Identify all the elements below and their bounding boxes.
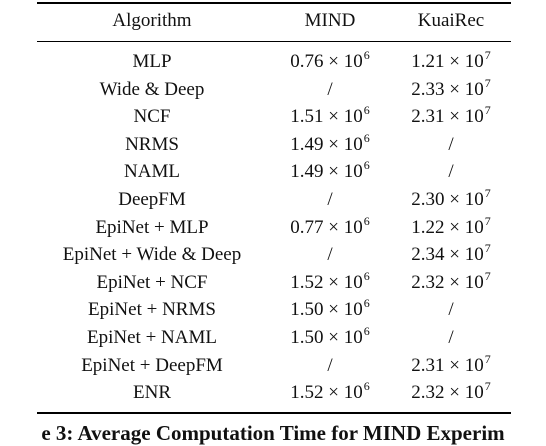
value-mantissa: / <box>448 161 454 182</box>
value-mantissa: 1.50 × 10 <box>290 327 363 348</box>
value-exponent: 7 <box>484 379 491 393</box>
table-cell-kuairec <box>396 77 506 103</box>
value-exponent: 7 <box>484 186 491 200</box>
value-mantissa: 2.32 × 10 <box>411 272 484 293</box>
table-cell-mind <box>266 325 394 351</box>
value-exponent: 7 <box>484 76 491 90</box>
table-cell-mind <box>266 270 394 296</box>
table-cell-algorithm: Wide & Deep <box>99 79 205 100</box>
value-exponent: 6 <box>363 296 370 310</box>
value-mantissa: 1.52 × 10 <box>290 272 363 293</box>
table-cell-kuairec <box>396 297 506 323</box>
table-cell-kuairec <box>396 104 506 130</box>
table-cell-mind <box>266 297 394 323</box>
value-mantissa: 0.77 × 10 <box>290 217 363 238</box>
header-algorithm: Algorithm <box>112 10 192 31</box>
value-exponent: 6 <box>363 48 370 62</box>
value-mantissa: / <box>327 79 333 100</box>
table-cell-kuairec <box>396 270 506 296</box>
value-mantissa: / <box>327 355 333 376</box>
table-cell-kuairec <box>396 242 506 268</box>
value-exponent: 7 <box>484 48 491 62</box>
value-exponent: 6 <box>363 324 370 338</box>
value-mantissa: 1.21 × 10 <box>411 51 484 72</box>
value-mantissa: 1.50 × 10 <box>290 299 363 320</box>
value-mantissa: / <box>448 134 454 155</box>
table-header-rule <box>37 41 511 42</box>
table-cell-algorithm: EpiNet + DeepFM <box>81 355 223 376</box>
table-cell-mind <box>266 242 394 268</box>
table-caption: e 3: Average Computation Time for MIND Experim <box>41 421 505 445</box>
table-bottom-rule <box>37 412 511 414</box>
table-cell-mind <box>266 353 394 379</box>
table-cell-mind <box>266 159 394 185</box>
value-exponent: 6 <box>363 379 370 393</box>
table-cell-mind <box>266 104 394 130</box>
table-cell-kuairec <box>396 159 506 185</box>
value-mantissa: 0.76 × 10 <box>290 51 363 72</box>
table-cell-algorithm: EpiNet + NCF <box>96 272 208 293</box>
table-cell-algorithm: EpiNet + NAML <box>87 327 217 348</box>
value-exponent: 6 <box>363 158 370 172</box>
header-kuairec: KuaiRec <box>417 10 485 31</box>
value-exponent: 6 <box>363 103 370 117</box>
value-mantissa: 2.31 × 10 <box>411 106 484 127</box>
value-exponent: 7 <box>484 214 491 228</box>
table-cell-mind <box>266 187 394 213</box>
value-exponent: 7 <box>484 269 491 283</box>
value-exponent: 6 <box>363 269 370 283</box>
value-mantissa: 2.30 × 10 <box>411 189 484 210</box>
table-cell-kuairec <box>396 49 506 75</box>
table-cell-algorithm: DeepFM <box>118 189 186 210</box>
value-mantissa: 2.32 × 10 <box>411 382 484 403</box>
table-cell-algorithm: EpiNet + NRMS <box>88 299 216 320</box>
value-mantissa: 1.22 × 10 <box>411 217 484 238</box>
table-cell-algorithm: EpiNet + Wide & Deep <box>62 244 242 265</box>
table-cell-kuairec <box>396 132 506 158</box>
table-cell-kuairec <box>396 325 506 351</box>
value-mantissa: 2.33 × 10 <box>411 79 484 100</box>
header-mind: MIND <box>304 10 356 31</box>
value-mantissa: / <box>327 244 333 265</box>
value-exponent: 6 <box>363 131 370 145</box>
table-cell-algorithm: NAML <box>124 161 180 182</box>
value-mantissa: 1.49 × 10 <box>290 134 363 155</box>
value-mantissa: 1.52 × 10 <box>290 382 363 403</box>
value-mantissa: / <box>448 299 454 320</box>
table-cell-mind <box>266 132 394 158</box>
value-exponent: 6 <box>363 214 370 228</box>
value-mantissa: / <box>327 189 333 210</box>
table-cell-algorithm: EpiNet + MLP <box>95 217 209 238</box>
table-cell-kuairec <box>396 215 506 241</box>
table-cell-kuairec <box>396 353 506 379</box>
table-cell-mind <box>266 215 394 241</box>
table-cell-kuairec <box>396 380 506 406</box>
table-top-rule <box>37 2 511 4</box>
value-mantissa: / <box>448 327 454 348</box>
value-exponent: 7 <box>484 241 491 255</box>
value-exponent: 7 <box>484 103 491 117</box>
value-mantissa: 1.51 × 10 <box>290 106 363 127</box>
table-cell-algorithm: NRMS <box>125 134 179 155</box>
table-cell-algorithm: NCF <box>133 106 171 127</box>
value-mantissa: 2.31 × 10 <box>411 355 484 376</box>
table-cell-mind <box>266 49 394 75</box>
table-cell-kuairec <box>396 187 506 213</box>
value-mantissa: 1.49 × 10 <box>290 161 363 182</box>
table-cell-mind <box>266 77 394 103</box>
table-cell-algorithm: MLP <box>132 51 172 72</box>
table-cell-algorithm: ENR <box>133 382 171 403</box>
table-cell-mind <box>266 380 394 406</box>
value-exponent: 7 <box>484 352 491 366</box>
value-mantissa: 2.34 × 10 <box>411 244 484 265</box>
